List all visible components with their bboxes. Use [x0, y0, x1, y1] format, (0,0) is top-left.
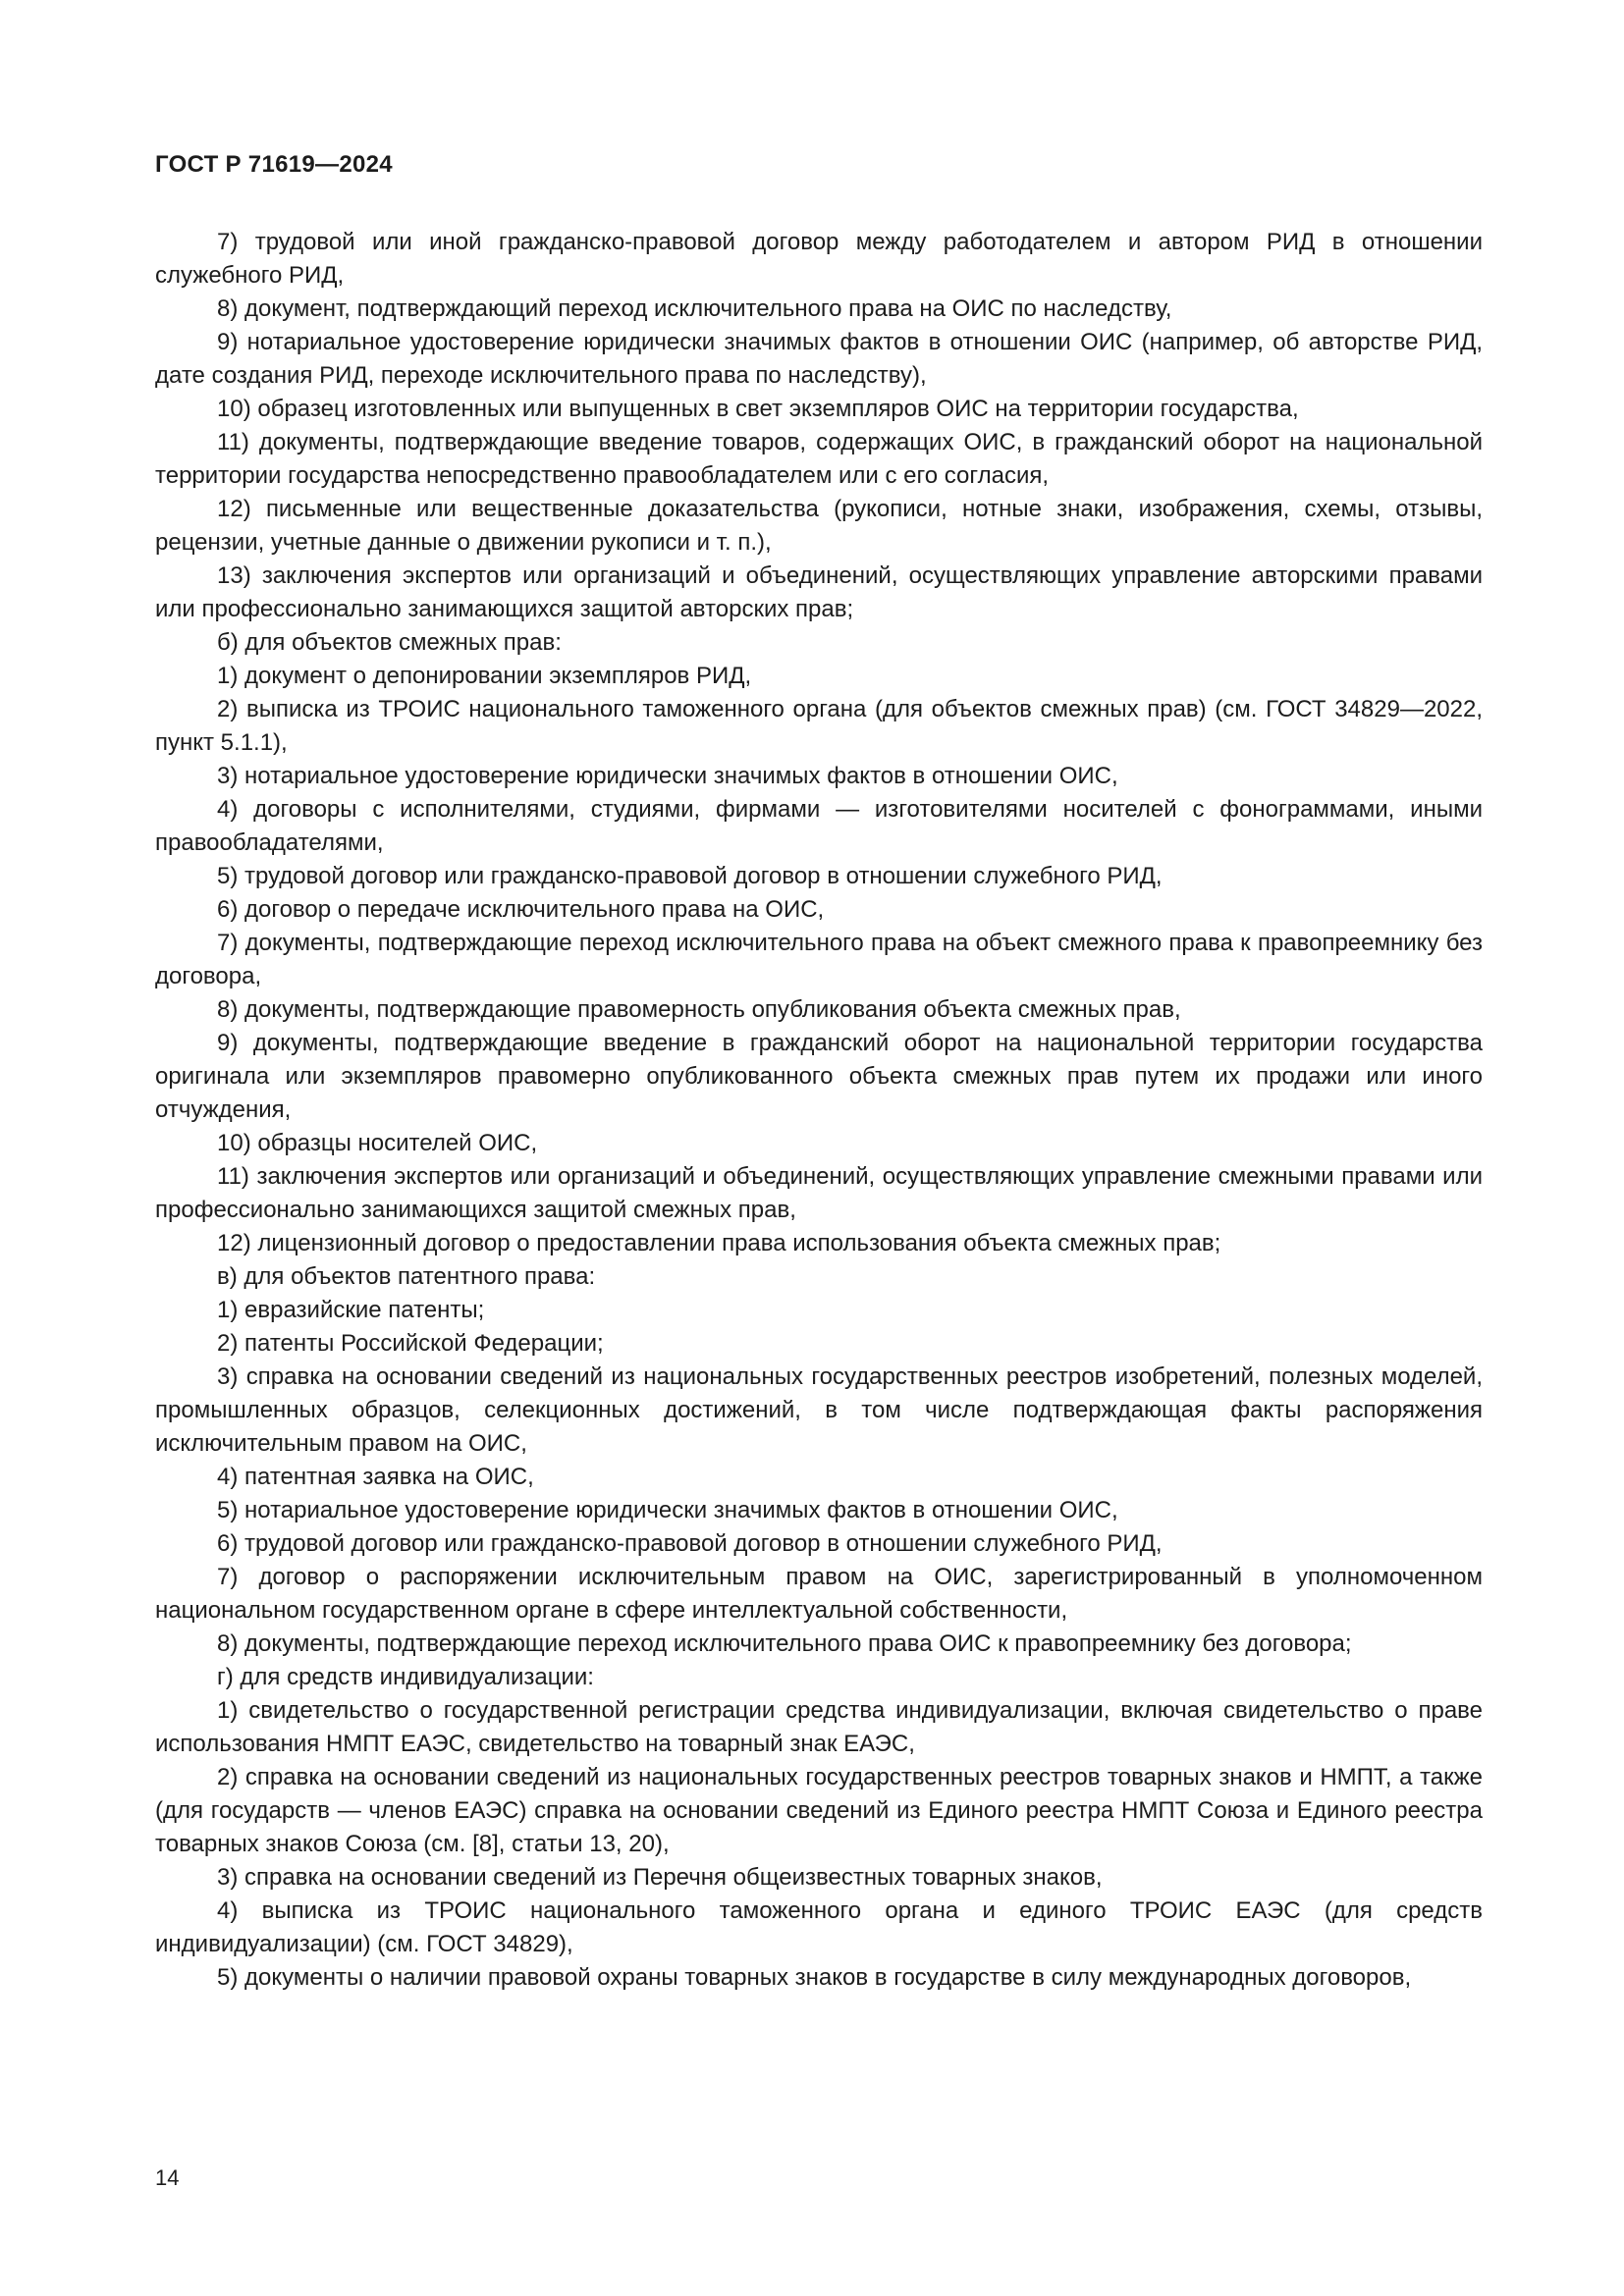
paragraph: 8) документ, подтверждающий переход исключительного права на ОИС по наследству,: [217, 295, 1172, 322]
paragraph: 5) трудовой договор или гражданско-правовой договор в отношении служебного РИД,: [217, 863, 1163, 889]
paragraph: 12) письменные или вещественные доказательства (рукописи, нотные знаки, изображения, схемы, отзывы, рецензии, учетные данные о движении рукописи и т. п.),: [155, 496, 1483, 556]
section-heading: б) для объектов смежных прав:: [217, 629, 562, 656]
paragraph: 10) образец изготовленных или выпущенных в свет экземпляров ОИС на территории государства,: [217, 396, 1299, 422]
paragraph: 2) справка на основании сведений из национальных государственных реестров товарных знаков и НМПТ, а также (для государств — членов ЕАЭС) справка на основании сведений из Единого реестра НМПТ Союза и Единого реестра товарных знаков Союза (см. [8], статьи 13, 20),: [155, 1764, 1483, 1857]
paragraph: 9) документы, подтверждающие введение в гражданский оборот на национальной территории государства оригинала или экземпляров правомерно опубликованного объекта смежных прав путем их продажи или иного отчуждения,: [155, 1030, 1483, 1123]
paragraph: 1) свидетельство о государственной регистрации средства индивидуализации, включая свидетельство о праве использования НМПТ ЕАЭС, свидетельство на товарный знак ЕАЭС,: [155, 1697, 1483, 1757]
paragraph: 1) документ о депонировании экземпляров РИД,: [217, 663, 752, 689]
paragraph: 1) евразийские патенты;: [217, 1297, 485, 1323]
paragraph: 6) договор о передаче исключительного права на ОИС,: [217, 896, 825, 923]
paragraph: 11) заключения экспертов или организаций и объединений, осуществляющих управление смежными правами или профессионально занимающихся защитой смежных прав,: [155, 1163, 1483, 1223]
section-heading: в) для объектов патентного права:: [217, 1263, 596, 1290]
paragraph: 5) нотариальное удостоверение юридически значимых фактов в отношении ОИС,: [217, 1497, 1118, 1523]
paragraph: 4) договоры с исполнителями, студиями, фирмами — изготовителями носителей с фонограммами, иными правообладателями,: [155, 796, 1483, 856]
paragraph: 12) лицензионный договор о предоставлении права использования объекта смежных прав;: [217, 1230, 1221, 1256]
paragraph: 3) нотариальное удостоверение юридически значимых фактов в отношении ОИС,: [217, 763, 1118, 789]
paragraph: 4) патентная заявка на ОИС,: [217, 1464, 534, 1490]
paragraph: 2) выписка из ТРОИС национального таможенного органа (для объектов смежных прав) (см. ГОСТ 34829—2022, пункт 5.1.1),: [155, 696, 1483, 756]
section-heading: г) для средств индивидуализации:: [217, 1664, 594, 1690]
paragraph: 3) справка на основании сведений из национальных государственных реестров изобретений, полезных моделей, промышленных образцов, селекционных достижений, в том числе подтверждающая факты распоряжения исключительным правом на ОИС,: [155, 1363, 1483, 1457]
document-header: ГОСТ Р 71619—2024: [155, 151, 393, 178]
paragraph: 7) договор о распоряжении исключительным правом на ОИС, зарегистрированный в уполномоченном национальном государственном органе в сфере интеллектуальной собственности,: [155, 1564, 1483, 1624]
paragraph: 7) документы, подтверждающие переход исключительного права на объект смежного права к правопреемнику без договора,: [155, 930, 1483, 989]
paragraph: 4) выписка из ТРОИС национального таможенного органа и единого ТРОИС ЕАЭС (для средств индивидуализации) (см. ГОСТ 34829),: [155, 1897, 1483, 1957]
paragraph: 8) документы, подтверждающие правомерность опубликования объекта смежных прав,: [217, 996, 1181, 1023]
page-number: 14: [155, 2165, 180, 2190]
body-text: [155, 226, 1483, 1995]
paragraph: 9) нотариальное удостоверение юридически значимых фактов в отношении ОИС (например, об авторстве РИД, дате создания РИД, переходе исключительного права по наследству),: [155, 329, 1483, 389]
paragraph: 10) образцы носителей ОИС,: [217, 1130, 538, 1156]
paragraph: 7) трудовой или иной гражданско-правовой договор между работодателем и автором РИД в отношении служебного РИД,: [155, 229, 1483, 289]
paragraph: 5) документы о наличии правовой охраны товарных знаков в государстве в силу международных договоров,: [217, 1964, 1412, 1991]
paragraph: 6) трудовой договор или гражданско-правовой договор в отношении служебного РИД,: [217, 1530, 1163, 1557]
paragraph: 2) патенты Российской Федерации;: [217, 1330, 604, 1357]
paragraph: 8) документы, подтверждающие переход исключительного права ОИС к правопреемнику без договора;: [217, 1630, 1352, 1657]
paragraph: 11) документы, подтверждающие введение товаров, содержащих ОИС, в гражданский оборот на национальной территории государства непосредственно правообладателем или с его согласия,: [155, 429, 1483, 489]
paragraph: 13) заключения экспертов или организаций и объединений, осуществляющих управление авторскими правами или профессионально занимающихся защитой авторских прав;: [155, 562, 1483, 622]
paragraph: 3) справка на основании сведений из Перечня общеизвестных товарных знаков,: [217, 1864, 1103, 1891]
